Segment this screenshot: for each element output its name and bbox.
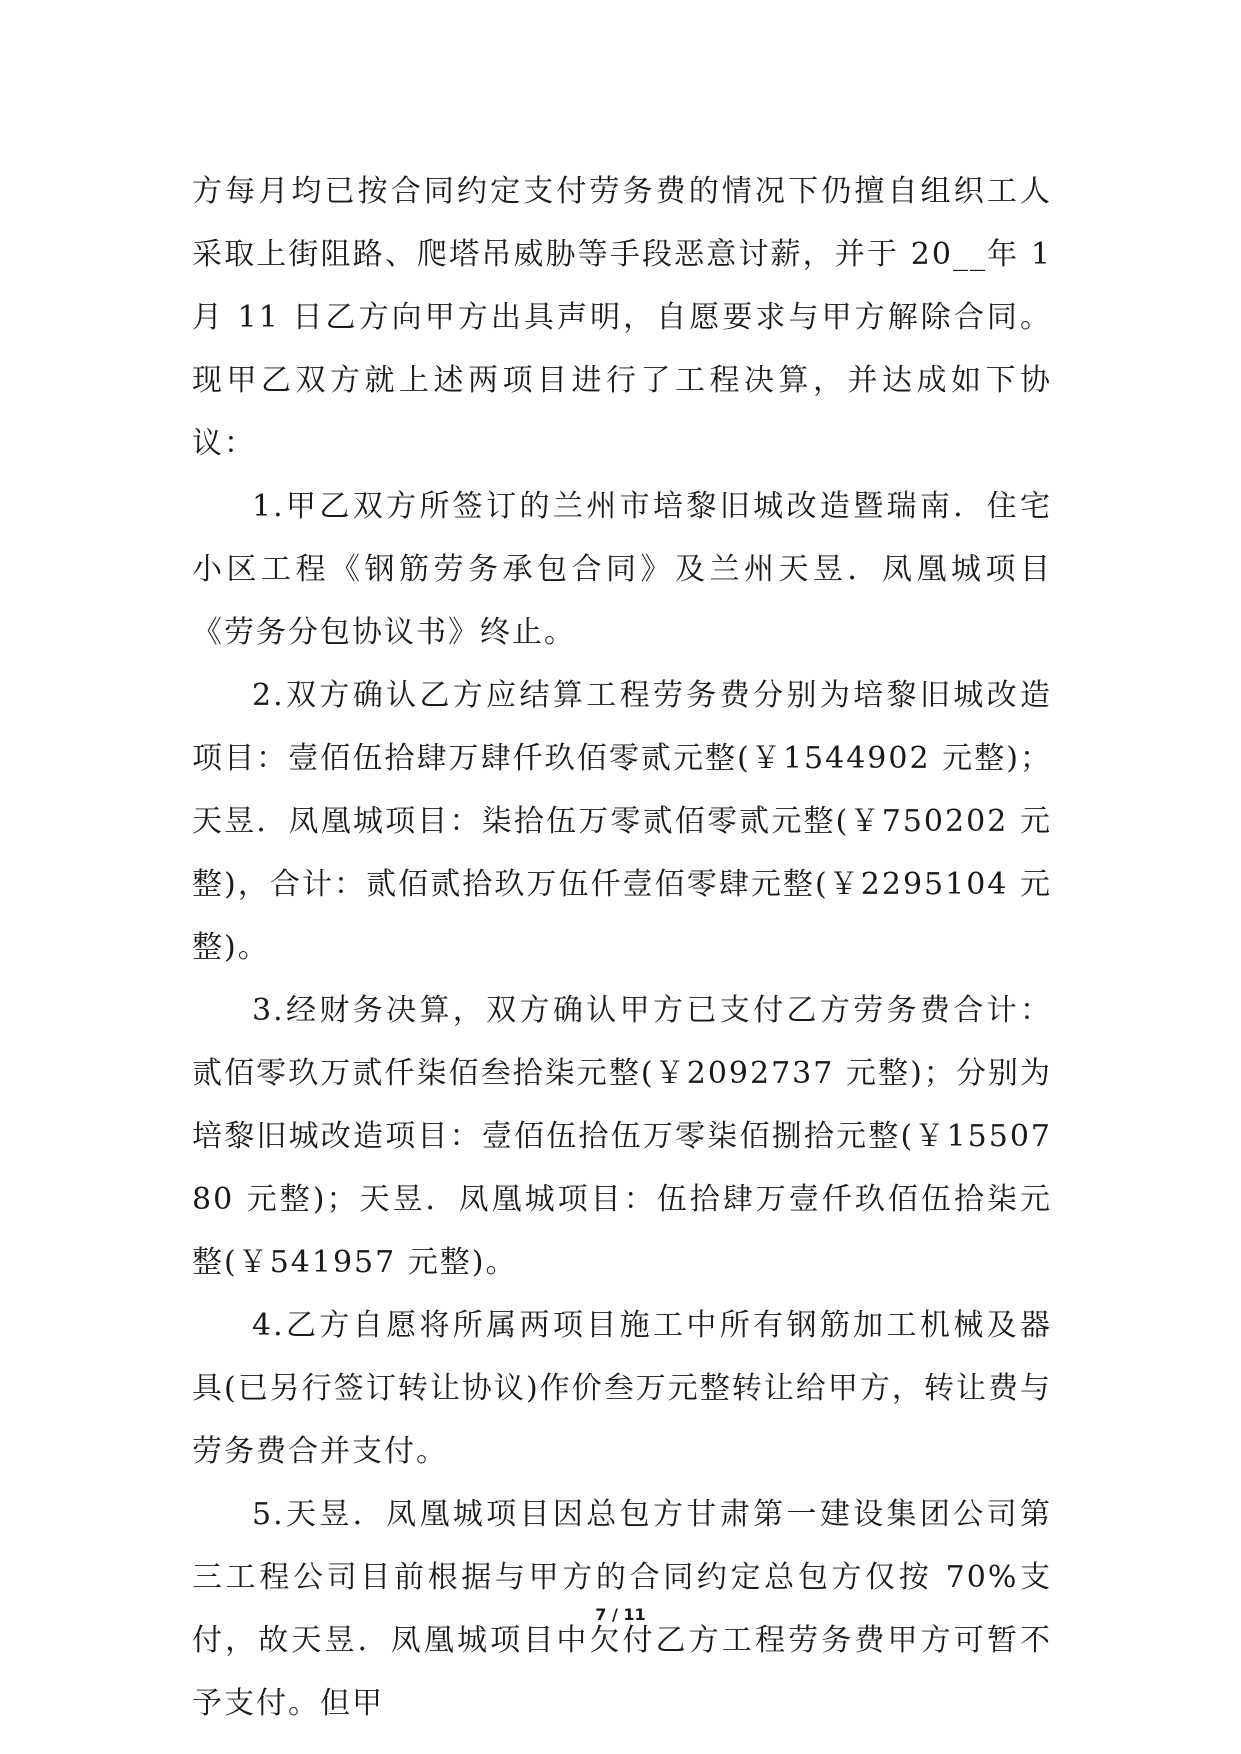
- paragraph-clause-2: 2.双方确认乙方应结算工程劳务费分别为培黎旧城改造项目：壹佰伍拾肆万肆仟玖佰零贰元整(￥1544902 元整)；天昱．凤凰城项目：柒拾伍万零贰佰零贰元整(￥750202 元整)，合计：贰佰贰拾玖万伍仟壹佰零肆元整(￥2295104 元整)。: [192, 678, 1052, 965]
- paragraph-clause-4: 4.乙方自愿将所属两项目施工中所有钢筋加工机械及器具(已另行签订转让协议)作价叁万元整转让给甲方，转让费与劳务费合并支付。: [192, 1308, 1052, 1469]
- paragraph-clause-3: 3.经财务决算，双方确认甲方已支付乙方劳务费合计：贰佰零玖万贰仟柒佰叁拾柒元整(￥2092737 元整)；分别为培黎旧城改造项目：壹佰伍拾伍万零柒佰捌拾元整(￥1550780 元整)；天昱．凤凰城项目：伍拾肆万壹仟玖佰伍拾柒元整(￥541957 元整)。: [192, 993, 1052, 1280]
- page-number: 7 / 11: [595, 1605, 646, 1624]
- paragraph-clause-5: 5.天昱．凤凰城项目因总包方甘肃第一建设集团公司第三工程公司目前根据与甲方的合同约定总包方仅按 70%支付，故天昱．凤凰城项目中欠付乙方工程劳务费甲方可暂不予支付。但甲: [192, 1497, 1052, 1721]
- document-body: [192, 160, 1052, 1735]
- paragraph-continuation: 方每月均已按合同约定支付劳务费的情况下仍擅自组织工人采取上街阻路、爬塔吊威胁等手段恶意讨薪，并于 20__年 1 月 11 日乙方向甲方出具声明，自愿要求与甲方解除合同。现甲乙双方就上述两项目进行了工程决算，并达成如下协议：: [192, 174, 1052, 461]
- paragraph-clause-1: 1.甲乙双方所签订的兰州市培黎旧城改造暨瑞南．住宅小区工程《钢筋劳务承包合同》及兰州天昱．凤凰城项目《劳务分包协议书》终止。: [192, 489, 1052, 650]
